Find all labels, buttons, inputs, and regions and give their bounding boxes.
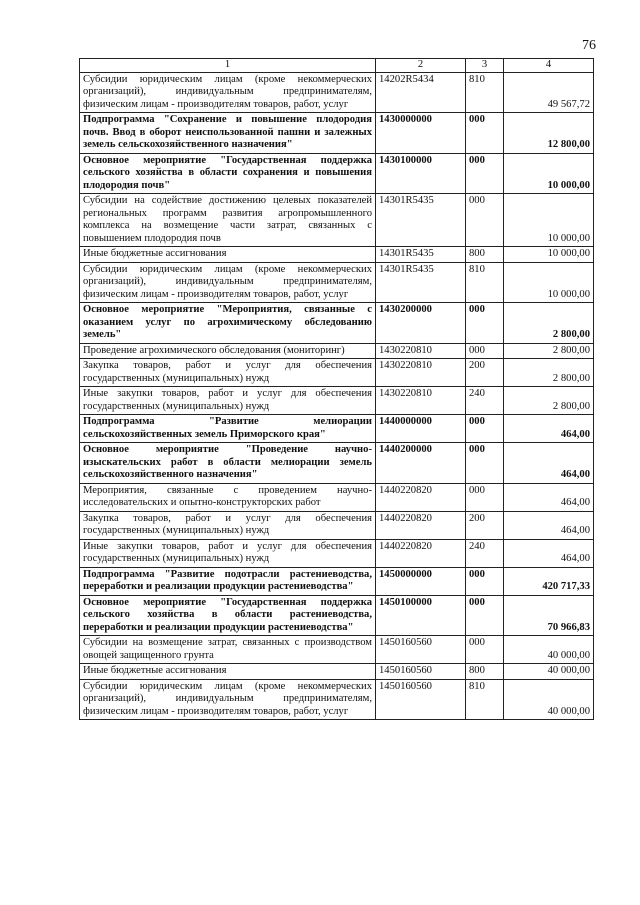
table-row: [80, 679, 594, 720]
row-code-cell: 1450100000: [376, 595, 466, 636]
row-name-cell: Субсидии юридическим лицам (кроме некоммерческих организаций), индивидуальным предпринимателям, физическим лицам - производителям товаров, работ, услуг: [80, 262, 376, 303]
row-code-cell: 14301R5435: [376, 247, 466, 263]
row-amount-cell: 49 567,72: [504, 72, 594, 113]
row-amount-cell: 70 966,83: [504, 595, 594, 636]
row-amount-cell: 40 000,00: [504, 636, 594, 664]
row-amount-cell: 464,00: [504, 415, 594, 443]
header-cell-kind: 3: [466, 59, 504, 73]
row-kind-cell: 000: [466, 636, 504, 664]
row-name-cell: Субсидии на содействие достижению целевых показателей региональных программ развития агропромышленного комплекса на возмещение части затрат, связанных с повышением плодородия почв: [80, 194, 376, 247]
row-code-cell: 1450160560: [376, 679, 466, 720]
row-code-cell: 1440220820: [376, 511, 466, 539]
row-amount-cell: 464,00: [504, 443, 594, 484]
table-row: [80, 664, 594, 680]
row-amount-cell: 40 000,00: [504, 664, 594, 680]
row-code-cell: 14301R5435: [376, 262, 466, 303]
table-row: [80, 636, 594, 664]
row-code-cell: 1430000000: [376, 113, 466, 154]
table-row: [80, 262, 594, 303]
row-kind-cell: 800: [466, 247, 504, 263]
table-row: [80, 511, 594, 539]
row-amount-cell: 464,00: [504, 539, 594, 567]
row-code-cell: 1440200000: [376, 443, 466, 484]
row-kind-cell: 810: [466, 679, 504, 720]
row-amount-cell: 12 800,00: [504, 113, 594, 154]
header-cell-name: 1: [80, 59, 376, 73]
table-row: [80, 113, 594, 154]
row-code-cell: 1430220810: [376, 387, 466, 415]
row-code-cell: 1450000000: [376, 567, 466, 595]
row-amount-cell: 40 000,00: [504, 679, 594, 720]
row-name-cell: Подпрограмма "Сохранение и повышение плодородия почв. Ввод в оборот неиспользованной пашни и залежных земель сельскохозяйственного назначения": [80, 113, 376, 154]
table-row: [80, 343, 594, 359]
row-name-cell: Основное мероприятие "Государственная поддержка сельского хозяйства в области растениеводства, переработки и реализации продукции растениеводства": [80, 595, 376, 636]
row-name-cell: Основное мероприятие "Мероприятия, связанные с оказанием услуг по агрохимическому обследованию земель": [80, 303, 376, 344]
row-name-cell: Закупка товаров, работ и услуг для обеспечения государственных (муниципальных) нужд: [80, 511, 376, 539]
page-number: 76: [582, 38, 596, 53]
row-kind-cell: 000: [466, 194, 504, 247]
row-code-cell: 1450160560: [376, 664, 466, 680]
row-kind-cell: 800: [466, 664, 504, 680]
row-name-cell: Субсидии юридическим лицам (кроме некоммерческих организаций), индивидуальным предпринимателям, физическим лицам - производителям товаров, работ, услуг: [80, 679, 376, 720]
table-row: [80, 567, 594, 595]
row-code-cell: 1450160560: [376, 636, 466, 664]
row-kind-cell: 240: [466, 387, 504, 415]
row-name-cell: Основное мероприятие "Проведение научно-изыскательских работ в области мелиорации земель сельскохозяйственного назначения": [80, 443, 376, 484]
row-name-cell: Проведение агрохимического обследования (мониторинг): [80, 343, 376, 359]
row-kind-cell: 000: [466, 303, 504, 344]
row-code-cell: 1430220810: [376, 343, 466, 359]
row-amount-cell: 10 000,00: [504, 262, 594, 303]
row-kind-cell: 000: [466, 343, 504, 359]
table-row: [80, 539, 594, 567]
row-kind-cell: 810: [466, 72, 504, 113]
row-kind-cell: 000: [466, 443, 504, 484]
row-kind-cell: 000: [466, 153, 504, 194]
row-kind-cell: 240: [466, 539, 504, 567]
table-row: [80, 247, 594, 263]
row-kind-cell: 000: [466, 483, 504, 511]
row-amount-cell: 420 717,33: [504, 567, 594, 595]
row-code-cell: 1430220810: [376, 359, 466, 387]
table-row: [80, 359, 594, 387]
table-row: [80, 415, 594, 443]
row-name-cell: Иные бюджетные ассигнования: [80, 247, 376, 263]
table-row: [80, 153, 594, 194]
row-code-cell: 1440220820: [376, 483, 466, 511]
row-name-cell: Субсидии на возмещение затрат, связанных с производством овощей защищенного грунта: [80, 636, 376, 664]
row-name-cell: Подпрограмма "Развитие мелиорации сельскохозяйственных земель Приморского края": [80, 415, 376, 443]
table-row: [80, 483, 594, 511]
row-amount-cell: 2 800,00: [504, 387, 594, 415]
table-row: [80, 443, 594, 484]
row-code-cell: 1440000000: [376, 415, 466, 443]
row-kind-cell: 810: [466, 262, 504, 303]
table-row: [80, 387, 594, 415]
row-name-cell: Основное мероприятие "Государственная поддержка сельского хозяйства в области сохранения и повышения плодородия почв": [80, 153, 376, 194]
row-amount-cell: 10 000,00: [504, 153, 594, 194]
row-amount-cell: 464,00: [504, 483, 594, 511]
table-row: [80, 194, 594, 247]
row-amount-cell: 2 800,00: [504, 303, 594, 344]
row-code-cell: 1430100000: [376, 153, 466, 194]
header-cell-amount: 4: [504, 59, 594, 73]
table-row: [80, 595, 594, 636]
row-kind-cell: 200: [466, 511, 504, 539]
row-code-cell: 1430200000: [376, 303, 466, 344]
row-kind-cell: 000: [466, 595, 504, 636]
row-kind-cell: 000: [466, 415, 504, 443]
table-row: [80, 303, 594, 344]
row-kind-cell: 200: [466, 359, 504, 387]
row-kind-cell: 000: [466, 567, 504, 595]
row-amount-cell: 10 000,00: [504, 194, 594, 247]
row-name-cell: Мероприятия, связанные с проведением научно-исследовательских и опытно-конструкторских работ: [80, 483, 376, 511]
row-kind-cell: 000: [466, 113, 504, 154]
table-header-row: [80, 59, 594, 73]
table-body: [80, 72, 594, 720]
row-code-cell: 14301R5435: [376, 194, 466, 247]
budget-table: [79, 58, 594, 720]
row-amount-cell: 464,00: [504, 511, 594, 539]
header-cell-code: 2: [376, 59, 466, 73]
row-name-cell: Иные закупки товаров, работ и услуг для обеспечения государственных (муниципальных) нужд: [80, 539, 376, 567]
row-code-cell: 14202R5434: [376, 72, 466, 113]
row-amount-cell: 2 800,00: [504, 343, 594, 359]
row-name-cell: Закупка товаров, работ и услуг для обеспечения государственных (муниципальных) нужд: [80, 359, 376, 387]
table-row: [80, 72, 594, 113]
row-name-cell: Иные бюджетные ассигнования: [80, 664, 376, 680]
row-name-cell: Подпрограмма "Развитие подотрасли растениеводства, переработки и реализации продукции растениеводства": [80, 567, 376, 595]
row-amount-cell: 10 000,00: [504, 247, 594, 263]
row-name-cell: Субсидии юридическим лицам (кроме некоммерческих организаций), индивидуальным предпринимателям, физическим лицам - производителям товаров, работ, услуг: [80, 72, 376, 113]
row-code-cell: 1440220820: [376, 539, 466, 567]
row-amount-cell: 2 800,00: [504, 359, 594, 387]
row-name-cell: Иные закупки товаров, работ и услуг для обеспечения государственных (муниципальных) нужд: [80, 387, 376, 415]
